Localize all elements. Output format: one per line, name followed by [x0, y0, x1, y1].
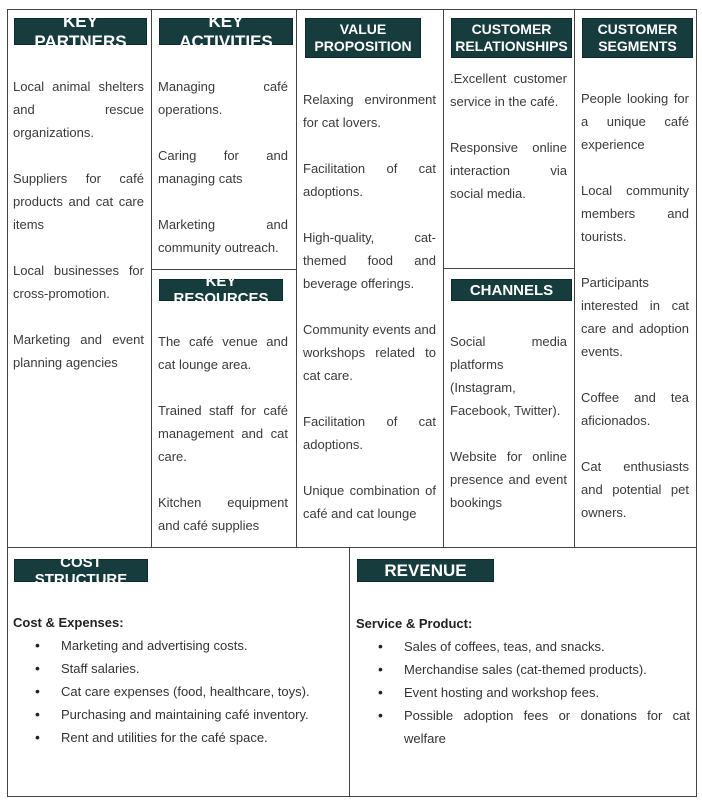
key-activities-list — [158, 75, 288, 259]
segment-item: Cat enthusiasts and potential pet owners. — [581, 459, 689, 520]
key-partner-item: Suppliers for café products and cat care items — [13, 171, 144, 232]
divider-row — [7, 547, 697, 548]
key-partner-item: Marketing and event planning agencies — [13, 332, 144, 370]
cost-structure-header: COST STRUCTURE — [14, 559, 148, 582]
key-activities-header: KEY ACTIVITIES — [159, 18, 293, 45]
revenue-item: • Merchandise sales (cat-themed products). — [356, 658, 690, 681]
relationship-item: .Excellent customer service in the café. — [450, 71, 567, 109]
cost-item: • Marketing and advertising costs. — [13, 634, 343, 657]
key-activity-item: Caring for and managing cats — [158, 148, 288, 186]
value-item: Relaxing environment for cat lovers. — [303, 92, 436, 130]
value-proposition-header: VALUE PROPOSITION — [305, 18, 421, 58]
revenue-item: • Event hosting and workshop fees. — [356, 681, 690, 704]
border-left — [7, 9, 8, 797]
divider-activities-resources — [151, 269, 297, 270]
revenue-list — [356, 635, 690, 750]
cost-item: • Rent and utilities for the café space. — [13, 726, 343, 749]
segment-item: Local community members and tourists. — [581, 183, 689, 244]
cost-item: • Purchasing and maintaining café inventory. — [13, 703, 343, 726]
divider-col-3 — [443, 9, 444, 548]
cost-item: • Staff salaries. — [13, 657, 343, 680]
cost-list — [13, 634, 343, 749]
channel-item: Website for online presence and event bookings — [450, 449, 567, 510]
divider-relationships-channels — [443, 268, 575, 269]
key-activity-item: Managing café operations. — [158, 79, 288, 117]
key-resource-item: Kitchen equipment and café supplies — [158, 495, 288, 533]
customer-segments-list — [581, 87, 689, 524]
channels-list — [450, 330, 567, 514]
revenue-item: • Possible adoption fees or donations for cat welfare — [356, 704, 690, 750]
border-right — [696, 9, 697, 797]
key-resource-item: Trained staff for café management and cat care. — [158, 403, 288, 464]
value-item: Community events and workshops related to cat care. — [303, 322, 436, 383]
segment-item: People looking for a unique café experience — [581, 91, 689, 152]
key-partner-item: Local animal shelters and rescue organizations. — [13, 79, 144, 140]
divider-col-2 — [296, 9, 297, 548]
key-partner-item: Local businesses for cross-promotion. — [13, 263, 144, 301]
key-activity-item: Marketing and community outreach. — [158, 217, 288, 255]
key-partners-list — [13, 75, 144, 374]
value-item: Facilitation of cat adoptions. — [303, 414, 436, 452]
cost-item: • Cat care expenses (food, healthcare, toys). — [13, 680, 343, 703]
customer-segments-header: CUSTOMER SEGMENTS — [582, 18, 693, 58]
segment-item: Coffee and tea aficionados. — [581, 390, 689, 428]
segment-item: Participants interested in cat care and adoption events. — [581, 275, 689, 359]
revenue-subtitle: Service & Product: — [356, 616, 473, 631]
value-item: Facilitation of cat adoptions. — [303, 161, 436, 199]
relationship-item: Responsive online interaction via social media. — [450, 140, 567, 201]
value-item: Unique combination of café and cat lounge — [303, 483, 436, 521]
customer-relationships-header: CUSTOMER RELATIONSHIPS — [451, 18, 572, 58]
revenue-header: REVENUE — [357, 559, 494, 582]
cost-structure-subtitle: Cost & Expenses: — [13, 615, 124, 630]
channels-header: CHANNELS — [451, 279, 572, 301]
divider-bottom-mid — [349, 547, 350, 797]
value-proposition-list — [303, 88, 436, 525]
divider-col-1 — [151, 9, 152, 548]
key-resources-header: KEY RESOURCES — [159, 279, 283, 301]
key-partners-header: KEY PARTNERS — [14, 18, 147, 45]
revenue-block — [356, 612, 690, 750]
value-item: High-quality, cat-themed food and beverage offerings. — [303, 230, 436, 291]
border-top — [7, 9, 697, 10]
channel-item: Social media platforms (Instagram, Facebook, Twitter). — [450, 334, 567, 418]
cost-structure-block — [13, 611, 343, 749]
divider-col-4 — [574, 9, 575, 548]
border-bottom — [7, 796, 697, 797]
customer-relationships-list — [450, 67, 567, 205]
key-resources-list — [158, 330, 288, 537]
key-resource-item: The café venue and cat lounge area. — [158, 334, 288, 372]
revenue-item: • Sales of coffees, teas, and snacks. — [356, 635, 690, 658]
